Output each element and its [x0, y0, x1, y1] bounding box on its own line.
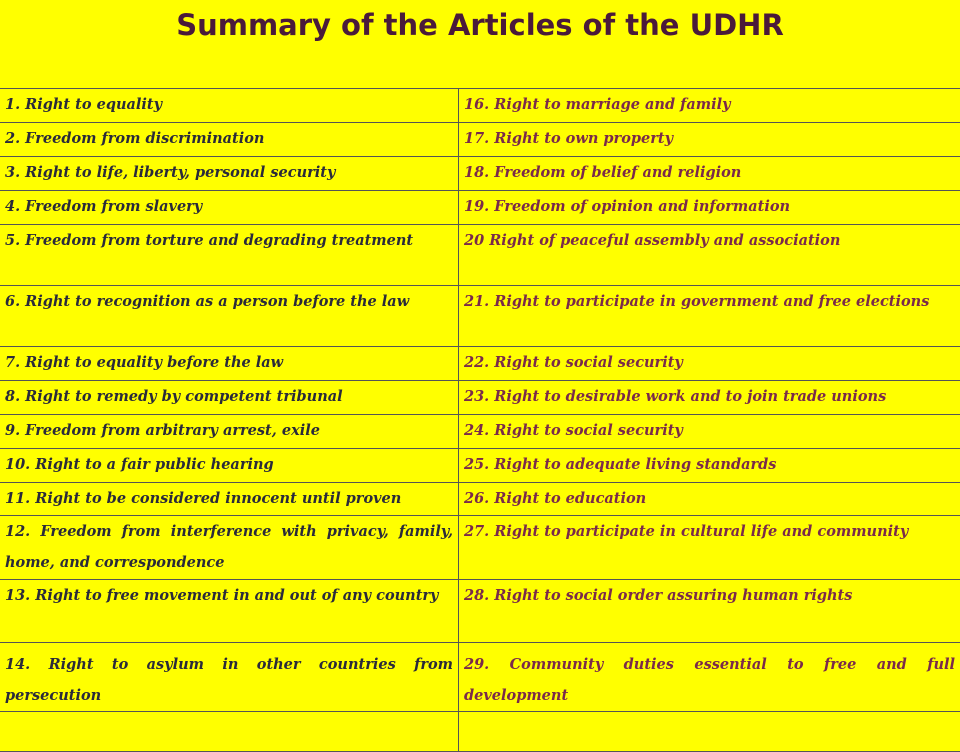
table-cell-right: 27. Right to participate in cultural life and community: [459, 516, 960, 580]
table-row: [0, 89, 960, 123]
table-cell-left: 11. Right to be considered innocent until proven: [0, 483, 459, 516]
table-row: [0, 449, 960, 483]
table-cell-left: 13. Right to free movement in and out of any country: [0, 580, 459, 643]
table-cell-right: 21. Right to participate in government and free elections: [459, 286, 960, 347]
page-title: Summary of the Articles of the UDHR: [0, 8, 960, 42]
table-row: [0, 225, 960, 286]
table-row: [0, 157, 960, 191]
table-row: [0, 643, 960, 712]
table-cell-left: 8. Right to remedy by competent tribunal: [0, 381, 459, 415]
table-cell-right: 22. Right to social security: [459, 347, 960, 381]
table-cell-right: 28. Right to social order assuring human rights: [459, 580, 960, 643]
table-cell-left: 12. Freedom from interference with privacy, family, home, and correspondence: [0, 516, 459, 580]
table-cell-left: 4. Freedom from slavery: [0, 191, 459, 225]
table-cell-left: 10. Right to a fair public hearing: [0, 449, 459, 483]
table-cell-right: 29. Community duties essential to free and full development: [459, 643, 960, 712]
table-cell-right: 25. Right to adequate living standards: [459, 449, 960, 483]
table-row: [0, 580, 960, 643]
table-cell-right: 18. Freedom of belief and religion: [459, 157, 960, 191]
table-row-empty: [0, 712, 960, 752]
table-cell-right: 20 Right of peaceful assembly and association: [459, 225, 960, 286]
table-row: [0, 347, 960, 381]
table-row: [0, 483, 960, 516]
table-cell-right: 26. Right to education: [459, 483, 960, 516]
table-row: [0, 516, 960, 580]
table-row: [0, 286, 960, 347]
table-cell-left: [0, 712, 459, 752]
udhr-articles-table: [0, 88, 960, 752]
table-row: [0, 381, 960, 415]
table-cell-right: [459, 712, 960, 752]
table-cell-left: 7. Right to equality before the law: [0, 347, 459, 381]
table-cell-left: 6. Right to recognition as a person before the law: [0, 286, 459, 347]
table-cell-right: 17. Right to own property: [459, 123, 960, 157]
table-row: [0, 415, 960, 449]
table-cell-left: 3. Right to life, liberty, personal security: [0, 157, 459, 191]
table-cell-left: 2. Freedom from discrimination: [0, 123, 459, 157]
table-cell-left: 9. Freedom from arbitrary arrest, exile: [0, 415, 459, 449]
table-row: [0, 123, 960, 157]
table-cell-left: 14. Right to asylum in other countries from persecution: [0, 643, 459, 712]
table-cell-left: 1. Right to equality: [0, 89, 459, 123]
table-cell-right: 24. Right to social security: [459, 415, 960, 449]
table-cell-right: 23. Right to desirable work and to join trade unions: [459, 381, 960, 415]
table-cell-right: 19. Freedom of opinion and information: [459, 191, 960, 225]
table-cell-left: 5. Freedom from torture and degrading treatment: [0, 225, 459, 286]
table-cell-right: 16. Right to marriage and family: [459, 89, 960, 123]
table-row: [0, 191, 960, 225]
